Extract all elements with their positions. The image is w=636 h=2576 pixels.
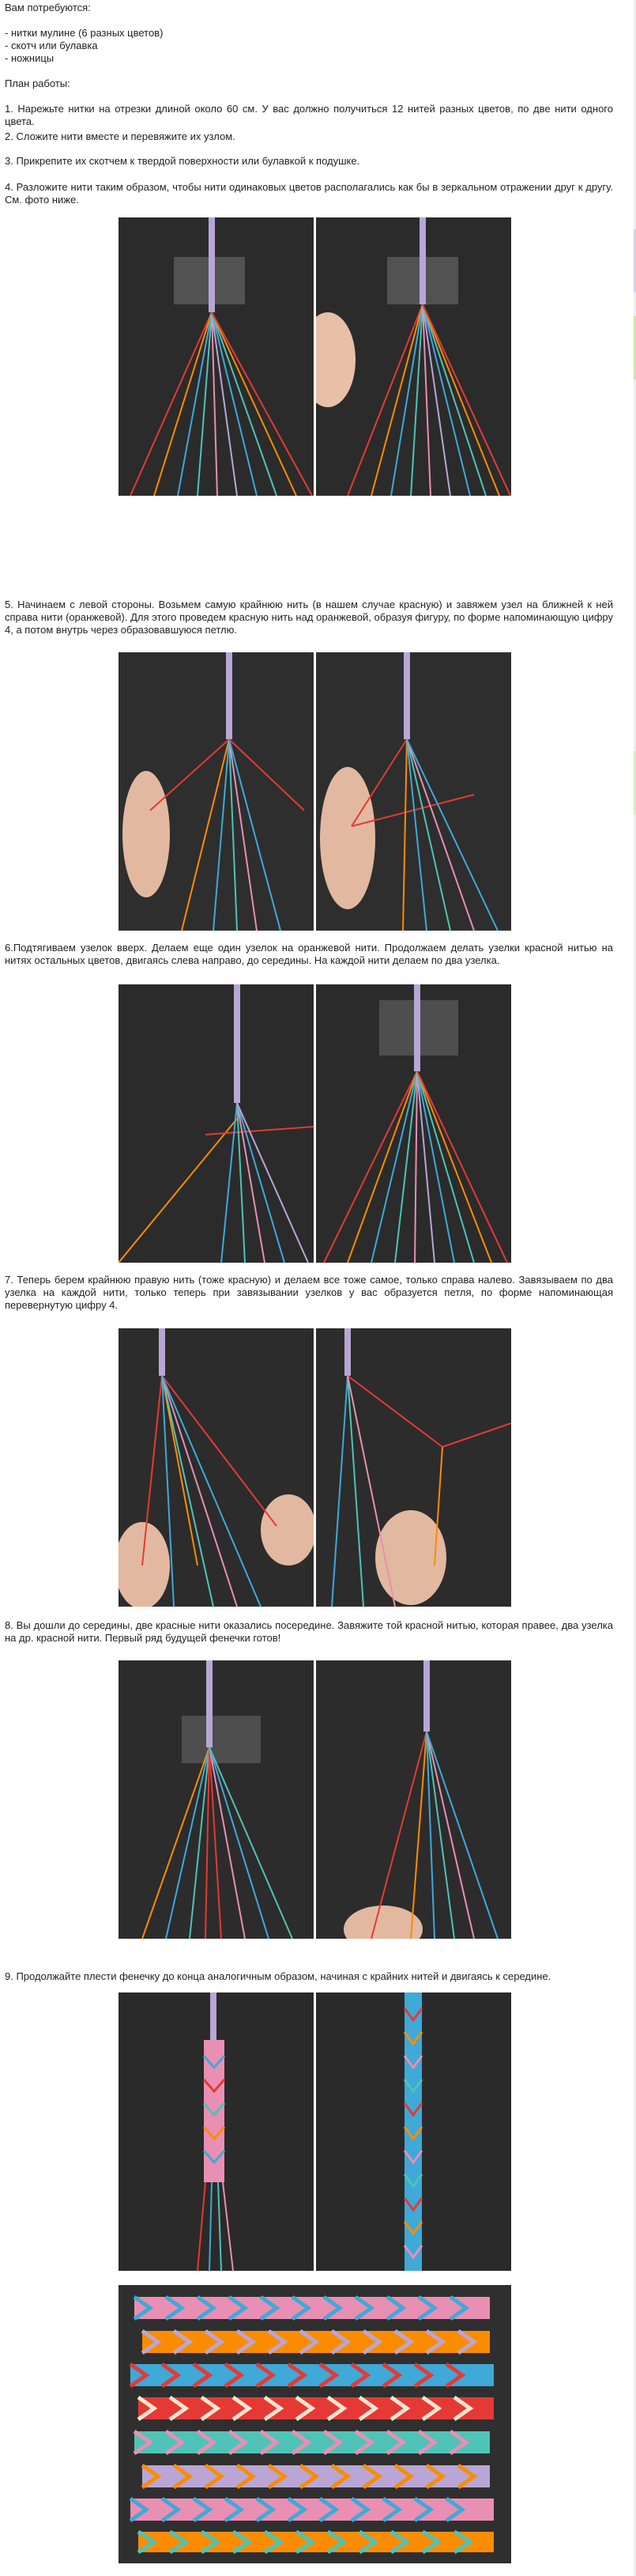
step-3-text: 3. Прикрепите их скотчем к твердой поверхности или булавкой к подушке. <box>5 155 360 167</box>
step-5-text: 5. Начинаем с левой стороны. Возьмем самую крайнюю нить (в нашем случае красную) и завяжем узел на ближней к ней справа нити (оранжевой). Для этого проведем красную нить над оранжевой, образуя фигуру, по форме напоминающую цифру 4, а потом внутрь через образовавшуюся петлю. <box>5 599 613 636</box>
step-8-photo-left <box>119 1660 314 1939</box>
plan-title: План работы: <box>5 77 70 89</box>
step-8-text: 8. Вы дошли до середины, две красные нити оказались посередине. Завяжите той красной нитью, которая правее, два узелка на др. красной нити. Первый ряд будущей фенечки готов! <box>5 1619 613 1644</box>
step-7-photo-left <box>119 1328 314 1607</box>
step-4-photo-right <box>316 217 511 496</box>
step-7-text: 7. Теперь берем крайнюю правую нить (тоже красную) и делаем все тоже самое, только справа налево. Завязываем по два узелка на каждой нити, только теперь при завязывании узелков у вас образуется петля, по форме напоминающая перевернутую цифру 4. <box>5 1274 613 1311</box>
step-9-photo-right <box>316 1992 511 2271</box>
step-9-photo-left <box>119 1992 314 2271</box>
needs-item: - ножницы <box>5 52 55 64</box>
step-8-photo-right <box>316 1660 511 1939</box>
step-4-text: 4. Разложите нити таким образом, чтобы нити одинаковых цветов располагались как бы в зеркальном отражении друг к другу. См. фото ниже. <box>5 181 613 206</box>
needs-title: Вам потребуются: <box>5 2 91 13</box>
step-6-photo-right <box>316 984 511 1263</box>
step-5-photo-right <box>316 652 511 931</box>
step-5-photo-left <box>119 652 314 931</box>
step-4-photo-left <box>119 217 314 496</box>
finished-bracelets-photo <box>119 2285 511 2563</box>
step-6-text: 6.Подтягиваем узелок вверх. Делаем еще один узелок на оранжевой нити. Продолжаем делать узелки красной нитью на нитях остальных цветов, двигаясь слева направо, до середины. На каждой нити делаем по два узелка. <box>5 942 613 966</box>
step-2-text: 2. Сложите нити вместе и перевяжите их узлом. <box>5 130 235 142</box>
step-9-text: 9. Продолжайте плести фенечку до конца аналогичным образом, начиная с крайних нитей и двигаясь к середине. <box>5 1970 551 1982</box>
step-7-photo-right <box>316 1328 511 1607</box>
step-6-photo-left <box>119 984 314 1263</box>
needs-item: - нитки мулине (6 разных цветов) <box>5 27 164 39</box>
needs-item: - скотч или булавка <box>5 40 98 51</box>
step-1-text: 1. Нарежьте нитки на отрезки длиной около 60 см. У вас должно получиться 12 нитей разных цветов, по две нити одного цвета. <box>5 103 613 127</box>
